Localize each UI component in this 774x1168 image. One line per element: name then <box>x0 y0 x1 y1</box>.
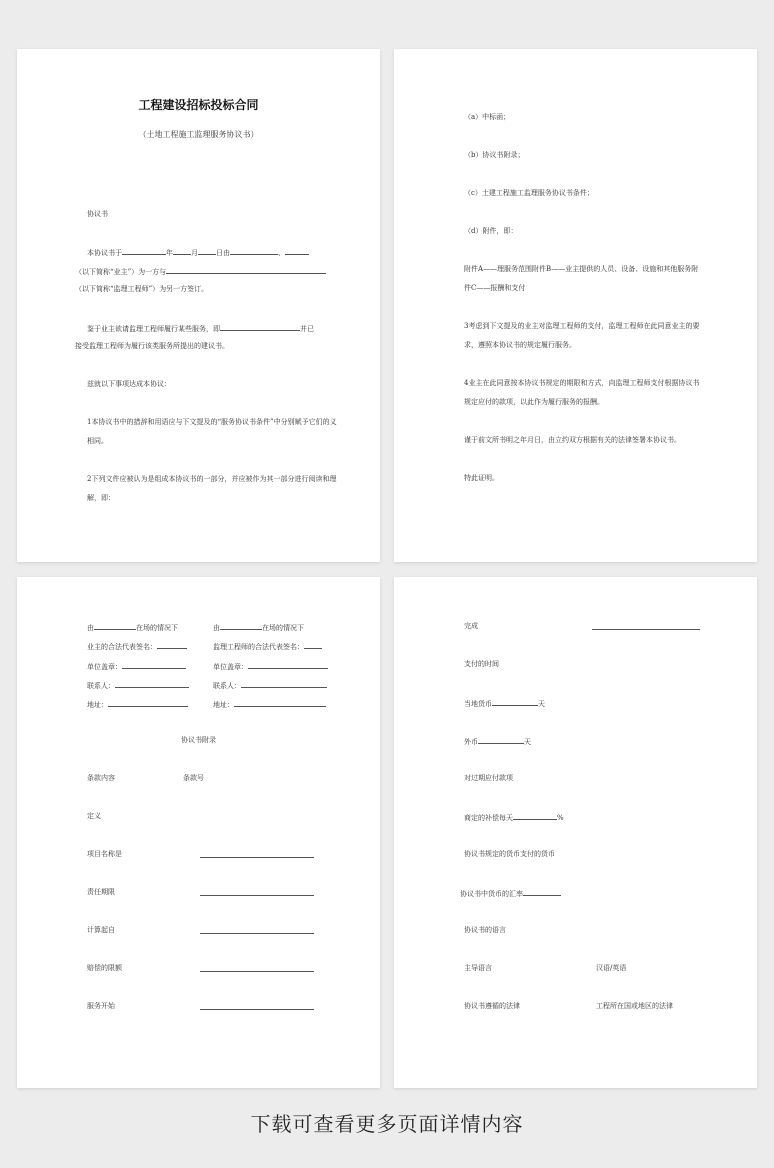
document-page-1 <box>17 49 380 562</box>
owner-seal: 单位盖章： <box>87 660 186 672</box>
daily-compensation: 商定的补偿每天 % <box>464 811 564 823</box>
list-item-b: （b）协议书附录； <box>464 151 525 159</box>
owner-contact: 联系人： <box>87 679 189 691</box>
document-title: 工程建设招标投标合同 <box>138 98 259 112</box>
owner-rep-signature: 业主的合法代表签名： <box>87 640 187 652</box>
owner-address: 地址： <box>87 698 188 710</box>
exchange-rate: 协议书中货币的汇率 <box>460 887 561 899</box>
payment-currency: 协议书规定的货币支付的货币 <box>464 850 555 858</box>
completion-line <box>592 629 700 630</box>
definition-label: 定义 <box>87 812 101 820</box>
item4: 4业主在此同意按本协议书规定的期限和方式，向监理工程师支付根据协议书规定应付的款项，以此作为履行服务的报酬。 <box>464 379 700 406</box>
item3: 3考虑到下文提及的业主对监理工程师的支付，监理工程师在此同意业主的要求，遵照本协议书的规定履行服务。 <box>464 322 700 349</box>
row-compensation-limit: 赔偿的限额 <box>87 964 122 972</box>
appendix-title: 协议书附录 <box>181 736 216 744</box>
local-currency-days: 当地货币 天 <box>464 697 545 709</box>
payment-time-label: 支付的时间 <box>464 660 499 668</box>
para2-line1: 鉴于业主欲请监理工程师履行某些服务，即 并已 <box>87 322 314 334</box>
para1-line2: （以下简称“业主”）为一方与 <box>75 265 326 277</box>
engineer-contact: 联系人： <box>213 679 327 691</box>
row-project-name-line <box>200 857 314 858</box>
owner-presence: 由 在场的情况下 <box>87 621 178 633</box>
document-page-4 <box>394 577 757 1088</box>
row-compensation-limit-line <box>200 971 314 972</box>
row-service-start-line <box>200 1009 314 1010</box>
governing-law-value: 工程所在国或地区的法律 <box>596 1002 673 1010</box>
row-calculation-start-line <box>200 933 314 934</box>
list-item-c: （c）土建工程施工监理服务协议书条件； <box>464 189 594 197</box>
para1-line3: （以下简称“监理工程师”）为另一方签订。 <box>75 285 209 293</box>
row-service-start: 服务开始 <box>87 1002 115 1010</box>
proof-statement: 特此证明。 <box>464 474 499 482</box>
row-liability-period-line <box>200 895 314 896</box>
engineer-seal: 单位盖章： <box>213 660 328 672</box>
row-project-name: 项目名称是 <box>87 850 122 858</box>
row-calculation-start: 计算起自 <box>87 926 115 934</box>
para3: 兹就以下事项达成本协议： <box>87 380 171 388</box>
list-item-d: （d）附件，即： <box>464 227 518 235</box>
foreign-currency-days: 外币 天 <box>464 735 531 747</box>
download-more-caption: 下载可查看更多页面详情内容 <box>250 1112 524 1136</box>
item1: 1本协议书中的措辞和用语应与下文提及的“服务协议书条件”中分别赋予它们的义相同。 <box>87 418 337 445</box>
engineer-rep-signature: 监理工程师的合法代表签名： <box>213 640 322 652</box>
column-clause-no: 条款号 <box>183 774 204 782</box>
para2-line2: 接受监理工程师为履行该类服务所提出的建议书。 <box>75 342 229 350</box>
para1-line1: 本协议书于 年 月 日由 、 <box>87 246 309 258</box>
agreement-heading: 协议书 <box>87 210 108 218</box>
main-language-value: 汉语/英语 <box>596 964 627 972</box>
engineer-presence: 由 在场的情况下 <box>213 621 304 633</box>
document-page-2 <box>394 49 757 562</box>
agreement-language: 协议书的语言 <box>464 926 506 934</box>
overdue-payments: 对过期应付款项 <box>464 774 513 782</box>
completion-label: 完成 <box>464 622 478 630</box>
main-language-label: 主导语言 <box>464 964 492 972</box>
column-content: 条款内容 <box>87 774 115 782</box>
attachments: 附件A——理服务范围附件B——业主提供的人员、设备、设施和其他服务附件C——报酬和支付 <box>464 265 699 292</box>
list-item-a: （a）中标函； <box>464 113 511 121</box>
item2: 2下列文件应被认为是组成本协议书的一部分，并应被作为其一部分进行阅读和理解，即： <box>87 475 337 502</box>
governing-law-label: 协议书遵循的法律 <box>464 1002 520 1010</box>
witness-statement: 谨于前文所书明之年月日，由立约双方根据有关的法律签署本协议书。 <box>464 436 681 444</box>
document-subtitle: （土地工程施工监理服务协议书） <box>138 130 259 139</box>
engineer-address: 地址： <box>213 698 326 710</box>
document-page-3 <box>17 577 380 1088</box>
row-liability-period: 责任期限 <box>87 888 115 896</box>
